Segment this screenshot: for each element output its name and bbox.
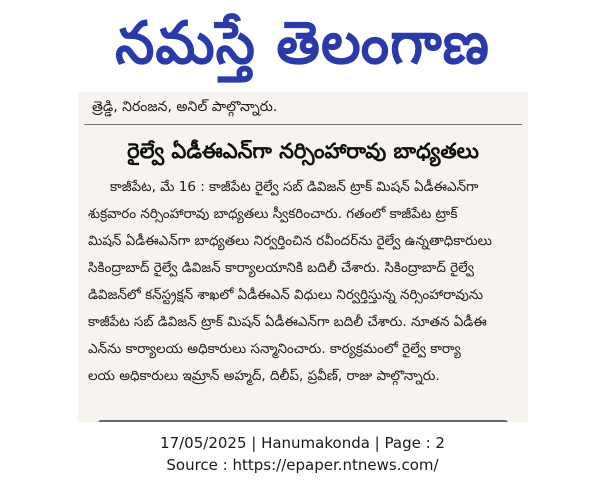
article-line: ఎన్‌ను కార్యాలయ అధికారులు సన్మానించారు. కార్యక్రమంలో రైల్వే కార్యా [88,341,461,357]
edition-line: 17/05/2025 | Hanumakonda | Page : 2 [160,434,445,452]
news-clipping [78,92,528,422]
masthead [0,0,605,92]
column-divider [84,124,522,125]
article-line: శుక్రవారం నర్సింహారావు బాధ్యతలు స్వీకరించారు. గతంలో కాజీపేట ట్రాక్ [88,206,458,222]
source-line: Source : https://epaper.ntnews.com/ [166,456,439,474]
article-headline: రైల్వే ఏడీఈఎన్‌గా నర్సింహారావు బాధ్యతలు [127,139,479,163]
article-line: లయ అధికారులు ఇమ్రాన్ అహ్మద్, దిలీప్, ప్రవీణ్, రాజు పాల్గొన్నారు. [88,368,440,384]
article-line: కాజీపేట, మే 16 : కాజీపేట రైల్వే సబ్ డివిజన్ ట్రాక్ మిషన్ ఏడీఈఎన్‌గా [110,179,479,195]
newspaper-logo-title: నమస్తే తెలంగాణ [115,9,490,78]
article-line: మిషన్ ఏడీఈఎన్‌గా బాధ్యతలు నిర్వర్తించిన రవీందర్‌ను రైల్వే ఉన్నతాధికారులు [88,233,492,249]
cropped-next-headline [98,414,508,422]
article-body [88,174,520,390]
article-line: కాజీపేట సబ్ డివిజన్ ట్రాక్ మిషన్ ఏడీఈఎన్‌గా బదిలీ చేశారు. నూతన ఏడీఈ [88,314,487,330]
source-footer [0,432,605,476]
previous-article-tail: త్రెడ్డి, నిరంజన, అనిల్ పాల్గొన్నారు. [92,99,278,115]
article-line: సికింద్రాబాద్ రైల్వే డివిజన్ కార్యాలయానికి బదిలీ చేశారు. సికింద్రాబాద్ రైల్వే [88,260,474,276]
article-line: డివిజన్‌లో కన్‌స్ట్రక్షన్ శాఖలో ఏడీఈఎన్ విధులు నిర్వర్తిస్తున్న నర్సింహారావును [88,287,483,303]
